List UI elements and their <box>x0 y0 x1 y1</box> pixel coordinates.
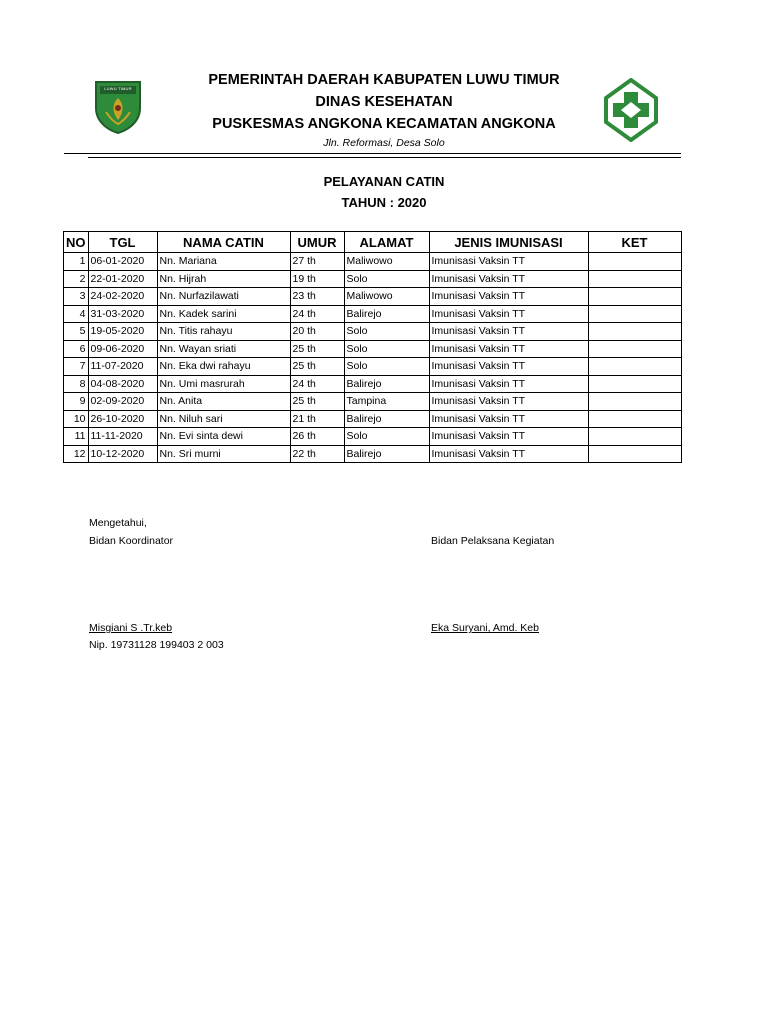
sig-left-role: Bidan Koordinator <box>89 535 174 547</box>
cell-jenis: Imunisasi Vaksin TT <box>429 428 588 446</box>
cell-nama: Nn. Niluh sari <box>157 410 290 428</box>
cell-umur: 19 th <box>290 270 344 288</box>
cell-no: 7 <box>64 358 89 376</box>
header-department: DINAS KESEHATAN <box>315 94 453 110</box>
cell-tgl: 22-01-2020 <box>88 270 157 288</box>
table-row <box>64 445 682 463</box>
cell-no: 4 <box>64 305 89 323</box>
cell-alamat: Balirejo <box>344 305 429 323</box>
sig-left-nip: Nip. 19731128 199403 2 003 <box>89 639 224 651</box>
document-title: PELAYANAN CATIN <box>323 174 445 189</box>
cell-umur: 25 th <box>290 358 344 376</box>
table-row <box>64 270 682 288</box>
cell-alamat: Solo <box>344 358 429 376</box>
cell-jenis: Imunisasi Vaksin TT <box>429 358 588 376</box>
cell-tgl: 11-07-2020 <box>88 358 157 376</box>
cell-jenis: Imunisasi Vaksin TT <box>429 410 588 428</box>
table-row <box>64 253 682 271</box>
cell-ket <box>588 375 681 393</box>
cell-jenis: Imunisasi Vaksin TT <box>429 288 588 306</box>
cell-umur: 21 th <box>290 410 344 428</box>
cell-ket <box>588 358 681 376</box>
cell-umur: 26 th <box>290 428 344 446</box>
emblem-text: LUWU TIMUR <box>104 86 132 91</box>
cell-ket <box>588 428 681 446</box>
table-row <box>64 375 682 393</box>
cell-jenis: Imunisasi Vaksin TT <box>429 445 588 463</box>
cell-ket <box>588 340 681 358</box>
col-header-umur: UMUR <box>290 232 344 253</box>
cell-ket <box>588 288 681 306</box>
cell-no: 5 <box>64 323 89 341</box>
cell-jenis: Imunisasi Vaksin TT <box>429 305 588 323</box>
table-row <box>64 358 682 376</box>
col-header-alamat: ALAMAT <box>344 232 429 253</box>
cell-umur: 27 th <box>290 253 344 271</box>
cell-alamat: Balirejo <box>344 375 429 393</box>
cell-no: 9 <box>64 393 89 411</box>
cell-ket <box>588 270 681 288</box>
cell-ket <box>588 253 681 271</box>
cell-alamat: Maliwowo <box>344 253 429 271</box>
cell-no: 2 <box>64 270 89 288</box>
sig-right-role: Bidan Pelaksana Kegiatan <box>431 535 555 547</box>
cell-tgl: 09-06-2020 <box>88 340 157 358</box>
cell-nama: Nn. Nurfazilawati <box>157 288 290 306</box>
cell-nama: Nn. Wayan sriati <box>157 340 290 358</box>
cell-nama: Nn. Anita <box>157 393 290 411</box>
cell-nama: Nn. Titis rahayu <box>157 323 290 341</box>
cell-ket <box>588 410 681 428</box>
cell-umur: 23 th <box>290 288 344 306</box>
sig-right-name: Eka Suryani, Amd. Keb <box>431 622 539 634</box>
cell-jenis: Imunisasi Vaksin TT <box>429 375 588 393</box>
cell-alamat: Maliwowo <box>344 288 429 306</box>
cell-tgl: 11-11-2020 <box>88 428 157 446</box>
cell-jenis: Imunisasi Vaksin TT <box>429 323 588 341</box>
cell-no: 12 <box>64 445 89 463</box>
cell-no: 8 <box>64 375 89 393</box>
cell-nama: Nn. Umi masrurah <box>157 375 290 393</box>
header-puskesmas: PUSKESMAS ANGKONA KECAMATAN ANGKONA <box>212 116 556 132</box>
header-divider-bottom <box>88 157 681 158</box>
cell-nama: Nn. Eka dwi rahayu <box>157 358 290 376</box>
table-row <box>64 393 682 411</box>
cell-no: 10 <box>64 410 89 428</box>
cell-ket <box>588 305 681 323</box>
cell-jenis: Imunisasi Vaksin TT <box>429 270 588 288</box>
table-row <box>64 410 682 428</box>
cell-umur: 25 th <box>290 393 344 411</box>
cell-jenis: Imunisasi Vaksin TT <box>429 340 588 358</box>
header-address: Jln. Reformasi, Desa Solo <box>323 137 445 149</box>
cell-ket <box>588 323 681 341</box>
table-row <box>64 323 682 341</box>
cell-alamat: Solo <box>344 323 429 341</box>
cell-alamat: Balirejo <box>344 410 429 428</box>
cell-tgl: 19-05-2020 <box>88 323 157 341</box>
col-header-no: NO <box>64 232 89 253</box>
cell-ket <box>588 393 681 411</box>
cell-tgl: 24-02-2020 <box>88 288 157 306</box>
cell-alamat: Tampina <box>344 393 429 411</box>
header-divider-top <box>64 153 681 154</box>
cell-tgl: 04-08-2020 <box>88 375 157 393</box>
cell-tgl: 26-10-2020 <box>88 410 157 428</box>
cell-umur: 25 th <box>290 340 344 358</box>
cell-tgl: 31-03-2020 <box>88 305 157 323</box>
cell-alamat: Solo <box>344 270 429 288</box>
cell-nama: Nn. Mariana <box>157 253 290 271</box>
cell-tgl: 10-12-2020 <box>88 445 157 463</box>
cell-nama: Nn. Evi sinta dewi <box>157 428 290 446</box>
table-header-row <box>64 232 682 253</box>
table-row <box>64 305 682 323</box>
cell-nama: Nn. Hijrah <box>157 270 290 288</box>
cell-ket <box>588 445 681 463</box>
sig-left-name: Misgiani S .Tr.keb <box>89 622 173 634</box>
cell-alamat: Solo <box>344 428 429 446</box>
col-header-ket: KET <box>588 232 681 253</box>
sig-acknowledged: Mengetahui, <box>89 517 147 529</box>
cell-umur: 20 th <box>290 323 344 341</box>
cell-jenis: Imunisasi Vaksin TT <box>429 393 588 411</box>
cell-no: 6 <box>64 340 89 358</box>
cell-tgl: 06-01-2020 <box>88 253 157 271</box>
col-header-jenis: JENIS IMUNISASI <box>429 232 588 253</box>
col-header-tgl: TGL <box>88 232 157 253</box>
catin-table <box>63 231 682 463</box>
cell-nama: Nn. Sri murni <box>157 445 290 463</box>
cell-no: 3 <box>64 288 89 306</box>
cell-nama: Nn. Kadek sarini <box>157 305 290 323</box>
header-government: PEMERINTAH DAERAH KABUPATEN LUWU TIMUR <box>208 72 560 88</box>
table-row <box>64 428 682 446</box>
cell-umur: 22 th <box>290 445 344 463</box>
cell-alamat: Solo <box>344 340 429 358</box>
table-row <box>64 288 682 306</box>
cell-jenis: Imunisasi Vaksin TT <box>429 253 588 271</box>
document-year: TAHUN : 2020 <box>341 195 427 210</box>
cell-umur: 24 th <box>290 375 344 393</box>
cell-no: 1 <box>64 253 89 271</box>
cell-umur: 24 th <box>290 305 344 323</box>
cell-no: 11 <box>64 428 89 446</box>
cell-tgl: 02-09-2020 <box>88 393 157 411</box>
cell-alamat: Balirejo <box>344 445 429 463</box>
table-row <box>64 340 682 358</box>
col-header-nama: NAMA CATIN <box>157 232 290 253</box>
